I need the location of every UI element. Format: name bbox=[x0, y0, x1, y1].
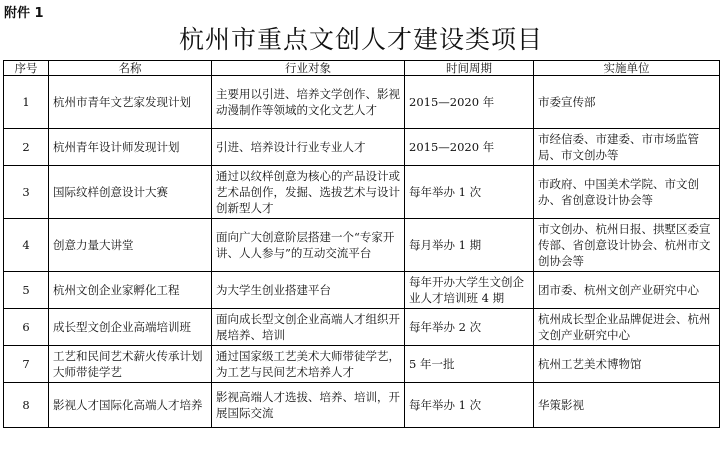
table-row bbox=[4, 76, 720, 129]
cell-target: 为大学生创业搭建平台 bbox=[212, 272, 405, 309]
table-row bbox=[4, 346, 720, 383]
cell-name: 创意力量大讲堂 bbox=[49, 219, 212, 272]
cell-period: 每年举办 1 次 bbox=[405, 166, 534, 219]
header-target: 行业对象 bbox=[212, 61, 405, 76]
cell-target: 通过以纹样创意为核心的产品设计或艺术品创作，发掘、选拔艺术与设计创新型人才 bbox=[212, 166, 405, 219]
cell-name: 杭州青年设计师发现计划 bbox=[49, 129, 212, 166]
table-row bbox=[4, 309, 720, 346]
cell-period: 5 年一批 bbox=[405, 346, 534, 383]
cell-no: 7 bbox=[4, 346, 49, 383]
cell-target: 通过国家级工艺美术大师带徒学艺，为工艺与民间艺术培养人才 bbox=[212, 346, 405, 383]
cell-target: 影视高端人才选拔、培养、培训，开展国际交流 bbox=[212, 383, 405, 428]
cell-period: 每年举办 2 次 bbox=[405, 309, 534, 346]
cell-period: 2015—2020 年 bbox=[405, 76, 534, 129]
header-period: 时间周期 bbox=[405, 61, 534, 76]
cell-unit: 华策影视 bbox=[534, 383, 720, 428]
table-header-row bbox=[4, 61, 720, 76]
attachment-label: 附件 1 bbox=[4, 6, 44, 21]
cell-unit: 团市委、杭州文创产业研究中心 bbox=[534, 272, 720, 309]
cell-no: 2 bbox=[4, 129, 49, 166]
cell-unit: 市文创办、杭州日报、拱墅区委宣传部、省创意设计协会、杭州市文创协会等 bbox=[534, 219, 720, 272]
cell-name: 成长型文创企业高端培训班 bbox=[49, 309, 212, 346]
document-title: 杭州市重点文创人才建设类项目 bbox=[178, 25, 543, 54]
table-row bbox=[4, 383, 720, 428]
cell-no: 8 bbox=[4, 383, 49, 428]
cell-no: 1 bbox=[4, 76, 49, 129]
table-row bbox=[4, 272, 720, 309]
cell-target: 面向广大创意阶层搭建一个“专家开讲、人人参与”的互动交流平台 bbox=[212, 219, 405, 272]
cell-unit: 市政府、中国美术学院、市文创办、省创意设计协会等 bbox=[534, 166, 720, 219]
cell-period: 每年举办 1 次 bbox=[405, 383, 534, 428]
cell-no: 4 bbox=[4, 219, 49, 272]
cell-unit: 杭州工艺美术博物馆 bbox=[534, 346, 720, 383]
cell-unit: 市经信委、市建委、市市场监管局、市文创办等 bbox=[534, 129, 720, 166]
cell-no: 6 bbox=[4, 309, 49, 346]
cell-target: 面向成长型文创企业高端人才组织开展培养、培训 bbox=[212, 309, 405, 346]
cell-no: 3 bbox=[4, 166, 49, 219]
cell-name: 国际纹样创意设计大赛 bbox=[49, 166, 212, 219]
cell-period: 每年开办大学生文创企业人才培训班 4 期 bbox=[405, 272, 534, 309]
table-row bbox=[4, 166, 720, 219]
header-name: 名称 bbox=[49, 61, 212, 76]
projects-table bbox=[3, 60, 720, 428]
cell-unit: 市委宣传部 bbox=[534, 76, 720, 129]
cell-period: 2015—2020 年 bbox=[405, 129, 534, 166]
cell-name: 工艺和民间艺术薪火传承计划大师带徒学艺 bbox=[49, 346, 212, 383]
table-row bbox=[4, 219, 720, 272]
cell-name: 杭州市青年文艺家发现计划 bbox=[49, 76, 212, 129]
cell-target: 主要用以引进、培养文学创作、影视动漫制作等领域的文化文艺人才 bbox=[212, 76, 405, 129]
cell-no: 5 bbox=[4, 272, 49, 309]
table-row bbox=[4, 129, 720, 166]
header-unit: 实施单位 bbox=[534, 61, 720, 76]
cell-name: 杭州文创企业家孵化工程 bbox=[49, 272, 212, 309]
header-no: 序号 bbox=[4, 61, 49, 76]
cell-target: 引进、培养设计行业专业人才 bbox=[212, 129, 405, 166]
cell-period: 每月举办 1 期 bbox=[405, 219, 534, 272]
cell-name: 影视人才国际化高端人才培养 bbox=[49, 383, 212, 428]
cell-unit: 杭州成长型企业品牌促进会、杭州文创产业研究中心 bbox=[534, 309, 720, 346]
